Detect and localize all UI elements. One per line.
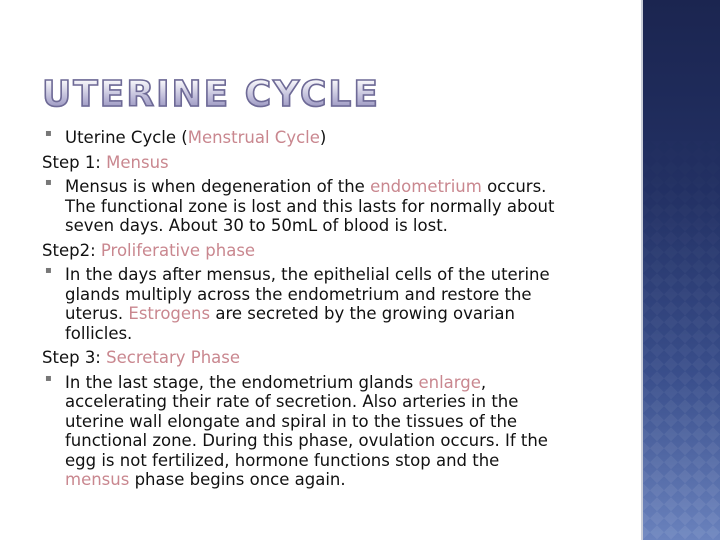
bullet-icon: ▪ [45,128,52,139]
text-line [65,128,632,148]
text-segment: In the last stage, the endometrium glands [65,372,419,392]
text-line [65,177,632,197]
text-segment: Step 1: [42,152,107,172]
text-segment: functional zone. During this phase, ovulation occurs. If the [65,431,548,450]
text-line [65,451,632,471]
text-segment: occurs. [481,177,547,196]
text-line [65,373,632,393]
text-segment: seven days. About 30 to 50mL of blood is lost. [65,216,448,235]
text-line [65,304,632,324]
highlighted-term: Proliferative phase [100,240,256,260]
text-line [65,216,632,236]
text-line [65,412,632,432]
text-line [65,470,632,490]
bullet-paragraph [42,373,632,490]
text-segment: phase begins once again. [129,470,346,489]
step-heading [42,241,632,261]
text-segment: , [480,372,487,392]
text-line [65,285,632,305]
text-segment: The functional zone is lost and this lasts for normally about [65,196,555,216]
text-segment: accelerating their rate of secretion. Also arteries in the [65,392,519,411]
text-segment: In the days after mensus, the epithelial cells of the uterine [65,265,550,284]
bullet-icon: ▪ [45,372,52,384]
text-line [65,265,632,285]
highlighted-term: Mensus [106,152,169,172]
decorative-side-panel [643,0,720,540]
step-heading [42,348,632,368]
highlighted-term: Secretary Phase [106,348,241,367]
text-line [65,197,632,217]
text-segment: ) [319,128,327,147]
text-segment: Uterine Cycle ( [65,128,188,147]
text-line [65,324,632,344]
highlighted-term: enlarge [418,372,481,392]
bullet-icon: ▪ [45,265,52,276]
bullet-paragraph [42,177,632,236]
text-segment: glands multiply across the endometrium and restore the [65,284,532,304]
slide-title: UTERINE CYCLE [42,74,380,115]
text-segment: uterine wall elongate and spiral in to the tissues of the [65,411,518,431]
text-line [65,431,632,451]
highlighted-term: endometrium [370,177,482,196]
text-line [42,241,632,261]
text-line [65,392,632,412]
bullet-paragraph [42,265,632,343]
text-line [42,153,632,173]
text-segment: Step2: [42,240,101,260]
highlighted-term: Menstrual Cycle [187,128,320,147]
text-segment: egg is not fertilized, hormone functions stop and the [65,450,500,470]
text-segment: are secreted by the growing ovarian [210,304,515,323]
slide-body [42,128,632,490]
text-line [42,348,632,368]
step-heading [42,153,632,173]
highlighted-term: mensus [65,470,130,489]
bullet-icon: ▪ [45,177,52,188]
bullet-paragraph [42,128,632,148]
text-segment: Mensus is when degeneration of the [65,177,371,196]
highlighted-term: Estrogens [128,304,211,323]
text-segment: Step 3: [42,348,107,367]
text-segment: follicles. [65,323,133,343]
text-segment: uterus. [65,304,129,323]
